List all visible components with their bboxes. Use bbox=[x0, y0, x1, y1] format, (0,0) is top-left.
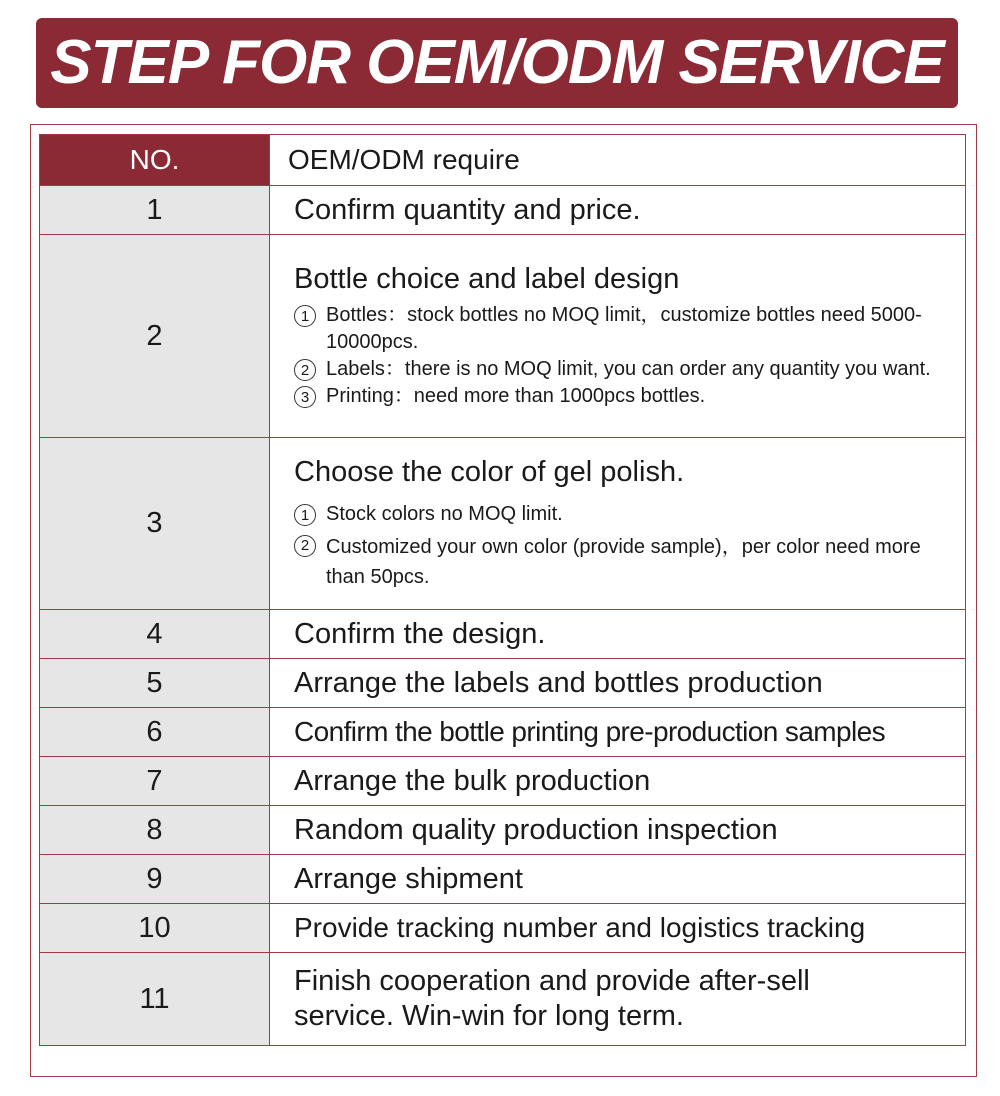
list-item-text: Printing：need more than 1000pcs bottles. bbox=[326, 385, 706, 408]
step-text: Provide tracking number and logistics tracking bbox=[270, 904, 966, 953]
circled-number-icon: 1 bbox=[294, 305, 316, 327]
list-item bbox=[294, 383, 965, 410]
header-requirement: OEM/ODM require bbox=[270, 135, 966, 186]
step-text: Arrange shipment bbox=[270, 855, 966, 904]
table-row bbox=[40, 806, 966, 855]
table-row bbox=[40, 708, 966, 757]
step-number: 9 bbox=[40, 855, 270, 904]
sub-list bbox=[294, 501, 965, 592]
list-item-text: Customized your own color (provide sample)，per color need more than 50pcs. bbox=[326, 536, 921, 589]
step-text: Confirm quantity and price. bbox=[270, 186, 966, 235]
list-item bbox=[294, 356, 965, 383]
step-text: Confirm the design. bbox=[270, 610, 966, 659]
step-detail-cell bbox=[270, 438, 966, 610]
step-detail-cell bbox=[270, 235, 966, 438]
step-number: 7 bbox=[40, 757, 270, 806]
table-row bbox=[40, 186, 966, 235]
step-text: Random quality production inspection bbox=[270, 806, 966, 855]
circled-number-icon: 2 bbox=[294, 359, 316, 381]
header-no: NO. bbox=[40, 135, 270, 186]
steps-table bbox=[39, 134, 966, 1046]
table-row bbox=[40, 953, 966, 1046]
step-number: 3 bbox=[40, 438, 270, 610]
step-number: 5 bbox=[40, 659, 270, 708]
step-number: 1 bbox=[40, 186, 270, 235]
step-number: 2 bbox=[40, 235, 270, 438]
step-text: Arrange the labels and bottles production bbox=[270, 659, 966, 708]
table-header-row bbox=[40, 135, 966, 186]
step-text: Arrange the bulk production bbox=[270, 757, 966, 806]
table-row bbox=[40, 438, 966, 610]
step-number: 11 bbox=[40, 953, 270, 1046]
step-text: Choose the color of gel polish. bbox=[294, 455, 685, 488]
list-item-text: Bottles：stock bottles no MOQ limit，customize bottles need 5000-10000pcs. bbox=[326, 304, 922, 354]
step-number: 4 bbox=[40, 610, 270, 659]
table-row bbox=[40, 610, 966, 659]
sub-list bbox=[294, 302, 965, 410]
list-item-text: Stock colors no MOQ limit. bbox=[326, 503, 563, 526]
table-row bbox=[40, 235, 966, 438]
step-text: Bottle choice and label design bbox=[294, 262, 680, 295]
circled-number-icon: 1 bbox=[294, 504, 316, 526]
list-item bbox=[294, 302, 965, 356]
title-banner bbox=[36, 18, 958, 108]
step-number: 8 bbox=[40, 806, 270, 855]
step-number: 6 bbox=[40, 708, 270, 757]
page-title: STEP FOR OEM/ODM SERVICE bbox=[50, 28, 944, 97]
table-row bbox=[40, 659, 966, 708]
circled-number-icon: 2 bbox=[294, 535, 316, 557]
list-item-text: Labels：there is no MOQ limit, you can order any quantity you want. bbox=[326, 358, 931, 381]
step-number: 10 bbox=[40, 904, 270, 953]
list-item bbox=[294, 532, 965, 592]
step-text: Confirm the bottle printing pre-production samples bbox=[270, 708, 966, 757]
step-text: Finish cooperation and provide after-sell service. Win-win for long term. bbox=[270, 953, 966, 1046]
table-row bbox=[40, 757, 966, 806]
circled-number-icon: 3 bbox=[294, 386, 316, 408]
table-row bbox=[40, 855, 966, 904]
list-item bbox=[294, 501, 965, 528]
table-row bbox=[40, 904, 966, 953]
